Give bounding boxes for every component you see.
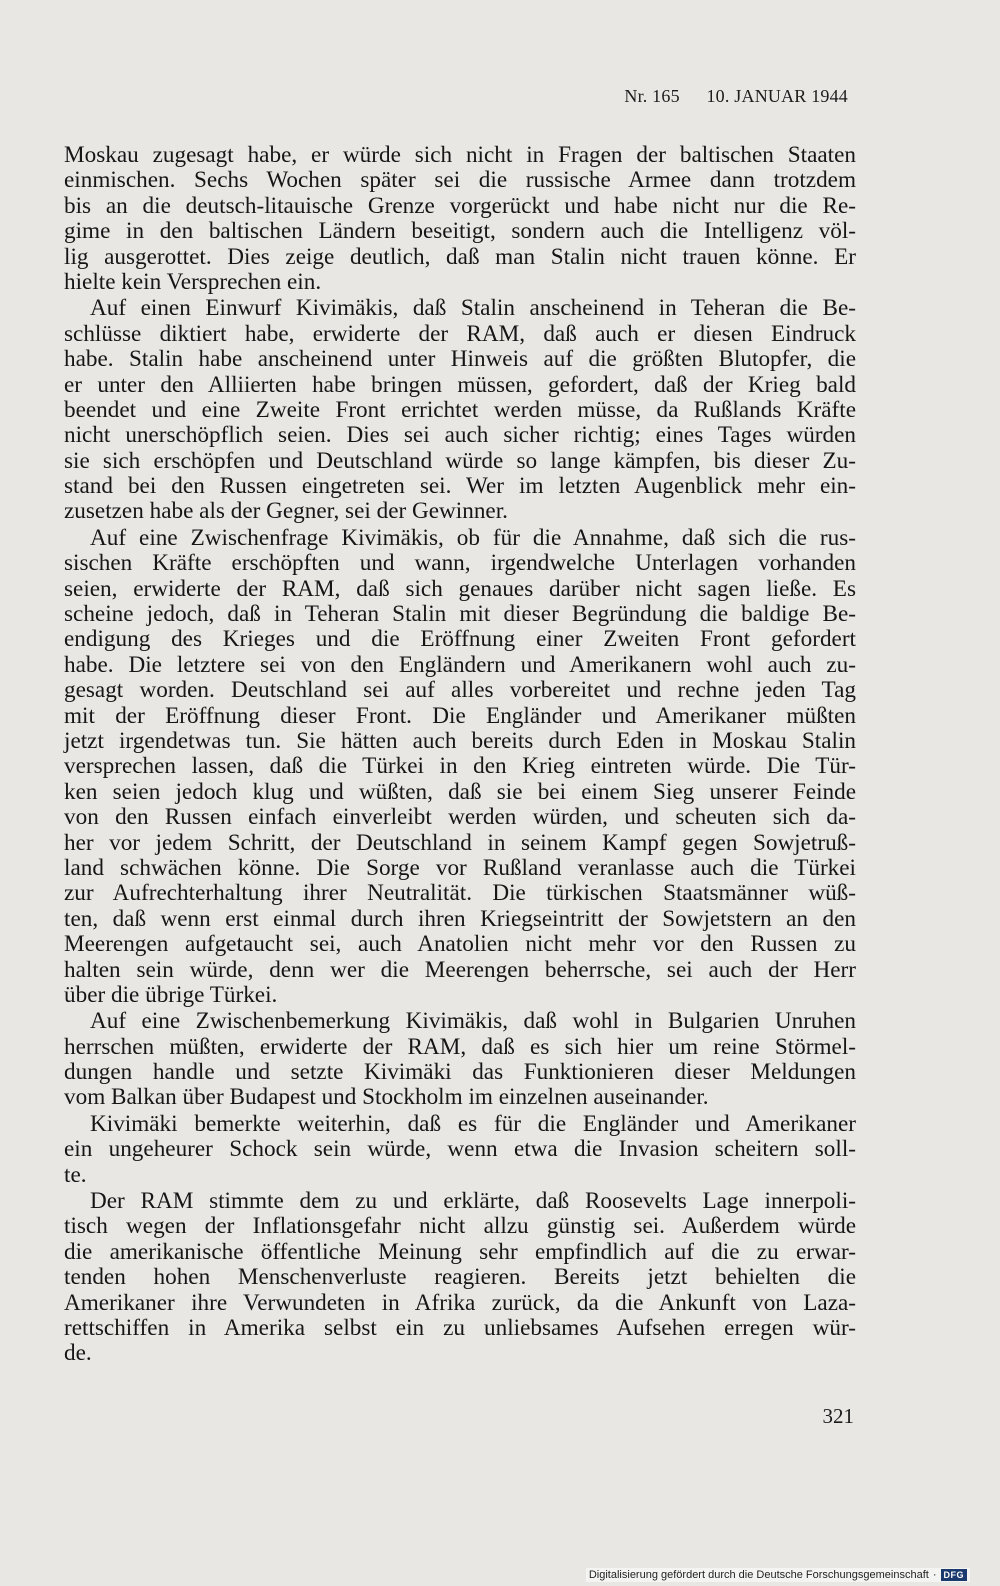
text-line: Amerikaner ihre Verwundeten in Afrika zurück, da die Ankunft von Laza-	[64, 1289, 856, 1316]
text-line: nicht unerschöpflich seien. Dies sei auch sicher richtig; eines Tages würden	[64, 422, 856, 449]
text-line: Meerengen aufgetaucht sei, auch Anatolien nicht mehr vor den Russen zu	[64, 931, 856, 958]
text-line: gesagt worden. Deutschland sei auf alles vorbereitet und rechne jeden Tag	[64, 677, 856, 704]
text-line: von den Russen einfach einverleibt werden würden, und scheuten sich da-	[64, 804, 856, 831]
dfg-logo: DFG	[941, 1569, 968, 1581]
text-line: habe. Die letztere sei von den Engländern und Amerikanern wohl auch zu-	[64, 651, 856, 678]
text-line: sischen Kräfte erschöpften und wann, irgendwelche Unterlagen vorhanden	[64, 550, 856, 577]
text-line: halten sein würde, denn wer die Meerengen beherrsche, sei auch der Herr	[64, 956, 856, 983]
text-line: her vor jedem Schritt, der Deutschland in seinem Kampf gegen Sowjetruß-	[64, 829, 856, 856]
text-line: endigung des Krieges und die Eröffnung einer Zweiten Front gefordert	[64, 626, 856, 653]
text-line: gime in den baltischen Ländern beseitigt, sondern auch die Intelligenz völ-	[64, 218, 856, 245]
footer-credit: Digitalisierung gefördert durch die Deutsche Forschungsgemeinschaft · DFG	[586, 1568, 970, 1582]
text-line: Auf eine Zwischenbemerkung Kivimäkis, daß wohl in Bulgarien Unruhen	[90, 1008, 856, 1035]
text-line: beendet und eine Zweite Front errichtet werden müsse, da Rußlands Kräfte	[64, 396, 856, 423]
footer-text: Digitalisierung gefördert durch die Deutsche Forschungsgemeinschaft	[588, 1569, 929, 1581]
paragraph	[64, 526, 856, 1008]
page-header	[624, 86, 848, 107]
text-line: ken seien jedoch klug und wüßten, daß sie bei einem Sieg unserer Feinde	[64, 778, 856, 805]
text-line: ein ungeheurer Schock sein würde, wenn etwa die Invasion scheitern soll-	[64, 1136, 856, 1163]
text-line: rettschiffen in Amerika selbst ein zu unliebsames Aufsehen erregen wür-	[64, 1314, 856, 1341]
text-line: seien, erwiderte der RAM, daß sich genaues darüber nicht sagen ließe. Es	[64, 575, 856, 602]
text-line: stand bei den Russen eingetreten sei. Wer im letzten Augenblick mehr ein-	[64, 473, 856, 500]
page-number: 321	[822, 1404, 854, 1428]
text-line: mit der Eröffnung dieser Front. Die Engländer und Amerikaner müßten	[64, 702, 856, 729]
text-line: bis an die deutsch-litauische Grenze vorgerückt und habe nicht nur die Re-	[64, 192, 856, 219]
document-number: Nr. 165	[624, 86, 680, 106]
text-line: zusetzen habe als der Gegner, sei der Gewinner.	[64, 498, 508, 525]
text-line: herrschen müßten, erwiderte der RAM, daß es sich hier um reine Störmel-	[64, 1033, 856, 1060]
text-line: Auf eine Zwischenfrage Kivimäkis, ob für die Annahme, daß sich die rus-	[90, 524, 856, 551]
text-line: tisch wegen der Inflationsgefahr nicht allzu günstig sei. Außerdem würde	[64, 1213, 856, 1240]
paragraph	[64, 143, 856, 295]
text-line: scheine jedoch, daß in Teheran Stalin mit dieser Begründung die baldige Be-	[64, 601, 856, 628]
text-line: schlüsse diktiert habe, erwiderte der RAM, daß auch er diesen Eindruck	[64, 320, 856, 347]
text-line: Der RAM stimmte dem zu und erklärte, daß Roosevelts Lage innerpoli-	[90, 1188, 856, 1215]
paragraph	[64, 296, 856, 525]
document-date: 10. JANUAR 1944	[706, 86, 848, 106]
text-line: zur Aufrechterhaltung ihrer Neutralität. Die türkischen Staatsmänner wüß-	[64, 880, 856, 907]
text-line: Kivimäki bemerkte weiterhin, daß es für die Engländer und Amerikaner	[90, 1110, 856, 1137]
text-line: lig ausgerottet. Dies zeige deutlich, daß man Stalin nicht trauen könne. Er	[64, 243, 856, 270]
text-line: über die übrige Türkei.	[64, 981, 278, 1008]
text-line: de.	[64, 1340, 92, 1367]
paragraph	[64, 1112, 856, 1188]
text-line: hielte kein Versprechen ein.	[64, 268, 322, 295]
text-line: die amerikanische öffentliche Meinung sehr empfindlich auf die zu erwar-	[64, 1238, 856, 1265]
text-line: vom Balkan über Budapest und Stockholm im einzelnen auseinander.	[64, 1084, 709, 1111]
text-line: er unter den Alliierten habe bringen müssen, gefordert, daß der Krieg bald	[64, 371, 856, 398]
body-text	[64, 143, 856, 1368]
text-line: habe. Stalin habe anscheinend unter Hinweis auf die größten Blutopfer, die	[64, 346, 856, 373]
text-line: jetzt irgendetwas tun. Sie hätten auch bereits durch Eden in Moskau Stalin	[64, 727, 856, 754]
text-line: ten, daß wenn erst einmal durch ihren Kriegseintritt der Sowjetstern an den	[64, 905, 856, 932]
text-line: sie sich erschöpfen und Deutschland würde so lange kämpfen, bis dieser Zu-	[64, 447, 856, 474]
paragraph	[64, 1189, 856, 1367]
text-line: dungen handle und setzte Kivimäki das Funktionieren dieser Meldungen	[64, 1059, 856, 1086]
text-line: te.	[64, 1161, 87, 1188]
text-line: Auf einen Einwurf Kivimäkis, daß Stalin anscheinend in Teheran die Be-	[90, 295, 856, 322]
text-line: tenden hohen Menschenverluste reagieren. Bereits jetzt behielten die	[64, 1264, 856, 1291]
text-line: einmischen. Sechs Wochen später sei die russische Armee dann trotzdem	[64, 167, 856, 194]
text-line: Moskau zugesagt habe, er würde sich nicht in Fragen der baltischen Staaten	[64, 142, 856, 168]
text-line: versprechen lassen, daß die Türkei in den Krieg eintreten würde. Die Tür-	[64, 753, 856, 780]
text-line: land schwächen könne. Die Sorge vor Rußland veranlasse auch die Türkei	[64, 854, 856, 881]
paragraph	[64, 1009, 856, 1111]
